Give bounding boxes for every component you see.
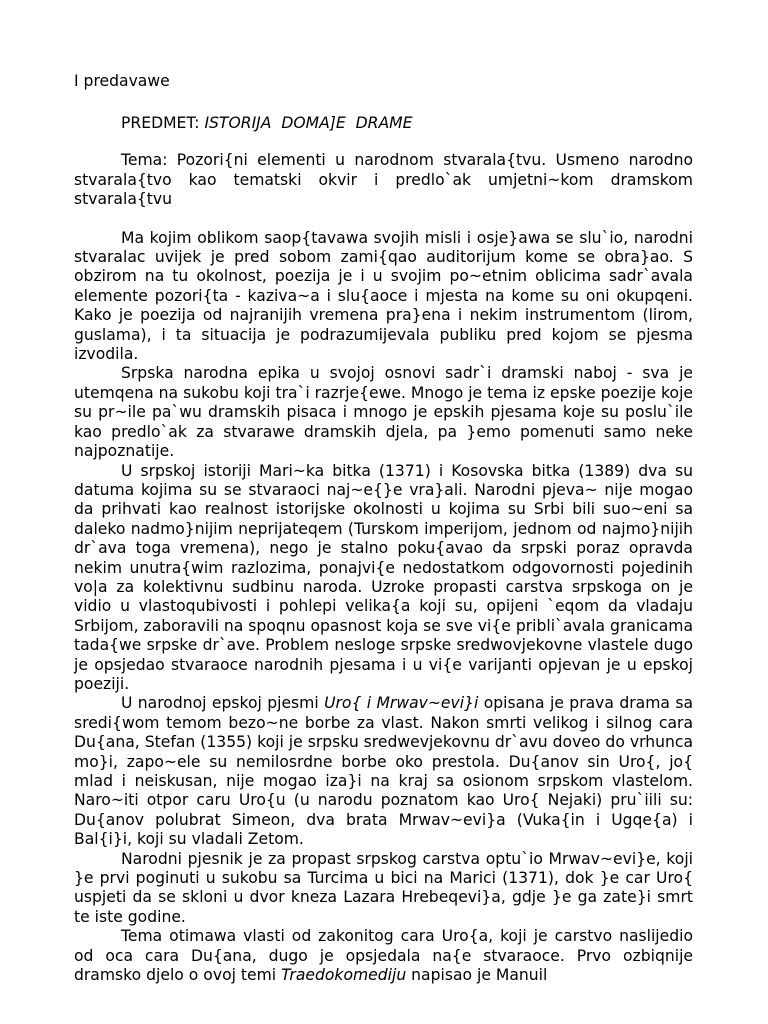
lecture-heading: I predavawe xyxy=(74,72,170,90)
poem-title: Uro{ i Mrwav~evi}i xyxy=(324,694,479,713)
paragraph-text: Tema otimawa vlasti od zakonitog cara Uro{a, koji je carstvo naslijedio od oca cara Du{ana, dugo je opsjedala na{e stvaraoce. Prvo ozbiqnije dramsko djelo o ovoj temi xyxy=(74,927,693,985)
body-paragraph: Ma kojim oblikom saop{tavawa svojih misli i osje}awa se slu`io, narodni stvaralac uvijek je pred sobom zami{qao auditorijum kome se obra}ao. S obzirom na tu okolnost, poezija je i u svojim po~etnim oblicima sadr`avala elemente pozori{ta - kaziva~a i slu{aoce i mjesta na kome su oni okupqeni. Kako je poezija od najranijih vremena pra}ena i nekim instrumentom (lirom, guslama), i ta situacija je podrazumijevala publiku pred kojom se pjesma izvodila. xyxy=(74,228,693,364)
subject-value: ISTORIJA DOMA]E DRAME xyxy=(204,114,413,132)
paragraph-text: opisana je prava drama sa sredi{wom temom bezo~ne borbe za vlast. Nakon smrti velikog i silnog cara Du{ana, Stefan (1355) koji je srpsku sredwevjekovnu dr`avu doveo do vrhunca mo}i, zapo~ele su nemilosrdne borbe oko prestola. Du{anov sin Uro{, jo{ mlad i neiskusan, nije mogao iza}i na kraj sa osionom srpskom vlastelom. Naro~iti otpor caru Uro{u (u narodu poznatom kao Uro{ Nejaki) pru`iili su: Du{anov polubrat Simeon, dva brata Mrwav~evi}a (Vuka{in i Ugqe{a) i Bal{i}i, koji su vladali Zetom. xyxy=(74,694,693,849)
work-title: Traedokomediju xyxy=(281,966,407,985)
paragraph-text: U narodnoj epskoj pjesmi xyxy=(121,694,325,713)
topic-paragraph: Tema: Pozori{ni elementi u narodnom stvarala{tvu. Usmeno narodno stvarala{tvo kao tematski okvir i predlo`ak umjetni~kom dramskom stvarala{tvu xyxy=(74,151,693,209)
body-paragraph: U srpskoj istoriji Mari~ka bitka (1371) i Kosovska bitka (1389) dva su datuma kojima su se stvaraoci naj~e{}e vra}ali. Narodni pjeva~ nije mogao da prihvati kao realnost istorijske okolnosti u kojima su Srbi bili suo~eni sa daleko nadmo}nijim neprijateqem (Turskom imperijom, jednom od najmo}nijih dr`ava toga vremena), nego je stalno poku{avao da srpski poraz opravda nekim unutra{wim razlozima, ponajvi{e nedostatkom odgovornosti pojedinih vo|a za kolektivnu sudbinu naroda. Uzroke propasti carstva srpskoga on je vidio u vlastoqubivosti i pohlepi velika{a koji su, opijeni `eqom da vladaju Srbijom, zaboravili na spoqnu opasnost koja se sve vi{e pribli`avala granicama tada{we srpske dr`ave. Problem nesloge srpske sredwovjekovne vlastele dugo je opsjedao stvaraoce narodnih pjesama i u vi{e varijanti opjevan je u epskoj poeziji. xyxy=(74,461,693,693)
body-paragraph xyxy=(74,694,693,849)
body-paragraph: Narodni pjesnik je za propast srpskog carstva optu`io Mrwav~evi}e, koji }e prvi poginuti u sukobu sa Turcima u bici na Marici (1371), dok }e car Uro{ uspjeti da se skloni u dvor kneza Lazara Hrebeqevi}a, gdje }e ga zate}i smrt te iste godine. xyxy=(74,849,693,926)
paragraph-text: napisao je Manuil xyxy=(406,966,548,985)
subject-line xyxy=(74,114,693,133)
body-paragraph xyxy=(74,927,693,985)
body-paragraph: Srpska narodna epika u svojoj osnovi sadr`i dramski naboj - sva je utemqena na sukobu koji tra`i razrje{ewe. Mnogo je tema iz epske poezije koje su pr~ile pa`wu dramskih pisaca i mnogo je epskih pjesama koje su poslu`ile kao predlo`ak za stvarawe dramskih djela, pa }emo pomenuti samo neke najpoznatije. xyxy=(74,364,693,461)
subject-label: PREDMET: xyxy=(121,114,205,132)
